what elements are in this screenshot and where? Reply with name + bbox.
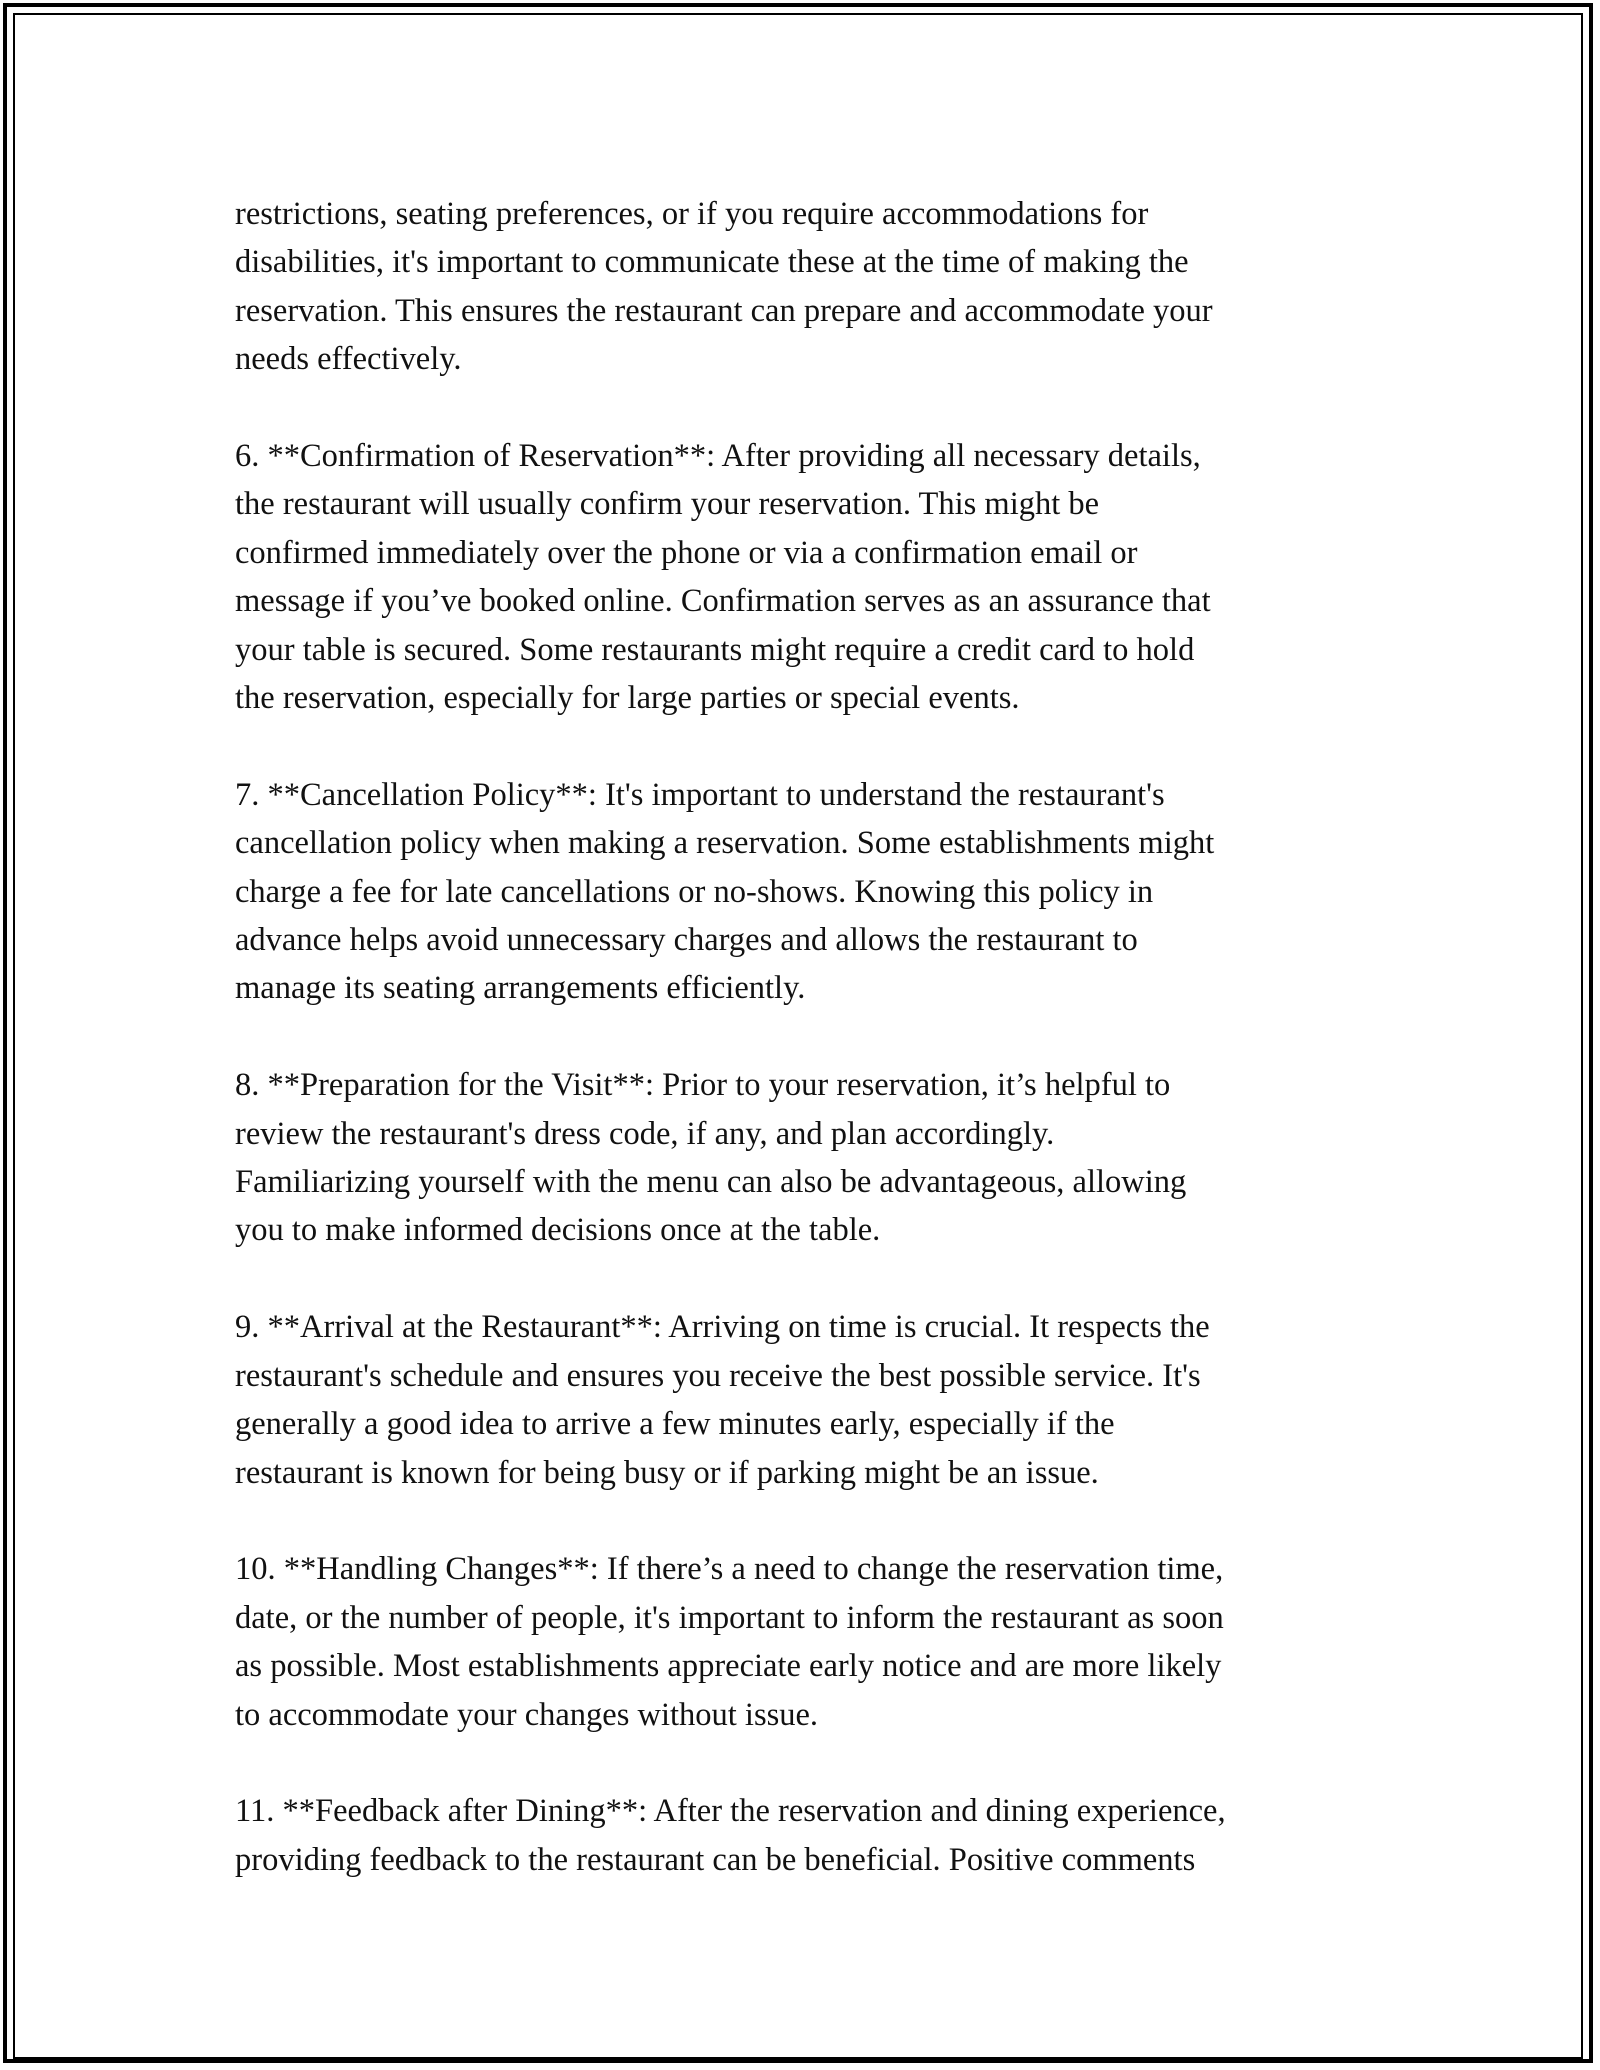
paragraph-preparation (235, 1061, 1375, 1255)
text-line: providing feedback to the restaurant can be beneficial. Positive comments (235, 1841, 1196, 1878)
text-line: advance helps avoid unnecessary charges and allows the restaurant to (235, 922, 1138, 959)
paragraph-handling-changes (235, 1545, 1375, 1739)
text-line: generally a good idea to arrive a few minutes early, especially if the (235, 1406, 1115, 1443)
text-line: restrictions, seating preferences, or if you require accommodations for (235, 196, 1149, 232)
text-line: the restaurant will usually confirm your reservation. This might be (235, 486, 1100, 523)
text-line: date, or the number of people, it's important to inform the restaurant as soon (235, 1599, 1224, 1636)
text-line: review the restaurant's dress code, if any, and plan accordingly. (235, 1115, 1055, 1152)
document-body (235, 190, 1375, 1933)
text-line: manage its seating arrangements efficiently. (235, 970, 806, 1007)
text-line: needs effectively. (235, 341, 462, 378)
text-line: you to make informed decisions once at the table. (235, 1212, 881, 1249)
text-line: Familiarizing yourself with the menu can also be advantageous, allowing (235, 1164, 1187, 1201)
text-line: disabilities, it's important to communicate these at the time of making the (235, 244, 1189, 281)
paragraph-cancellation-policy (235, 771, 1375, 1013)
text-line: the reservation, especially for large parties or special events. (235, 680, 1020, 717)
text-line: 7. **Cancellation Policy**: It's important to understand the restaurant's (235, 776, 1165, 813)
text-line: reservation. This ensures the restaurant can prepare and accommodate your (235, 292, 1213, 329)
text-line: your table is secured. Some restaurants might require a credit card to hold (235, 631, 1195, 668)
text-line: 11. **Feedback after Dining**: After the reservation and dining experience, (235, 1793, 1226, 1830)
paragraph-dietary-continuation (235, 190, 1375, 384)
paragraph-arrival (235, 1303, 1375, 1497)
text-line: 10. **Handling Changes**: If there’s a need to change the reservation time, (235, 1551, 1224, 1588)
text-line: 6. **Confirmation of Reservation**: After providing all necessary details, (235, 438, 1201, 475)
text-line: charge a fee for late cancellations or no-shows. Knowing this policy in (235, 873, 1154, 910)
text-line: restaurant's schedule and ensures you receive the best possible service. It's (235, 1357, 1201, 1394)
paragraph-feedback (235, 1787, 1375, 1884)
text-line: as possible. Most establishments appreciate early notice and are more likely (235, 1648, 1222, 1685)
text-line: confirmed immediately over the phone or via a confirmation email or (235, 534, 1138, 571)
text-line: restaurant is known for being busy or if parking might be an issue. (235, 1454, 1099, 1491)
text-line: 9. **Arrival at the Restaurant**: Arriving on time is crucial. It respects the (235, 1309, 1210, 1346)
text-line: to accommodate your changes without issue. (235, 1696, 819, 1733)
text-line: 8. **Preparation for the Visit**: Prior to your reservation, it’s helpful to (235, 1067, 1171, 1104)
text-line: cancellation policy when making a reservation. Some establishments might (235, 825, 1215, 862)
paragraph-confirmation (235, 432, 1375, 722)
text-line: message if you’ve booked online. Confirmation serves as an assurance that (235, 583, 1211, 620)
